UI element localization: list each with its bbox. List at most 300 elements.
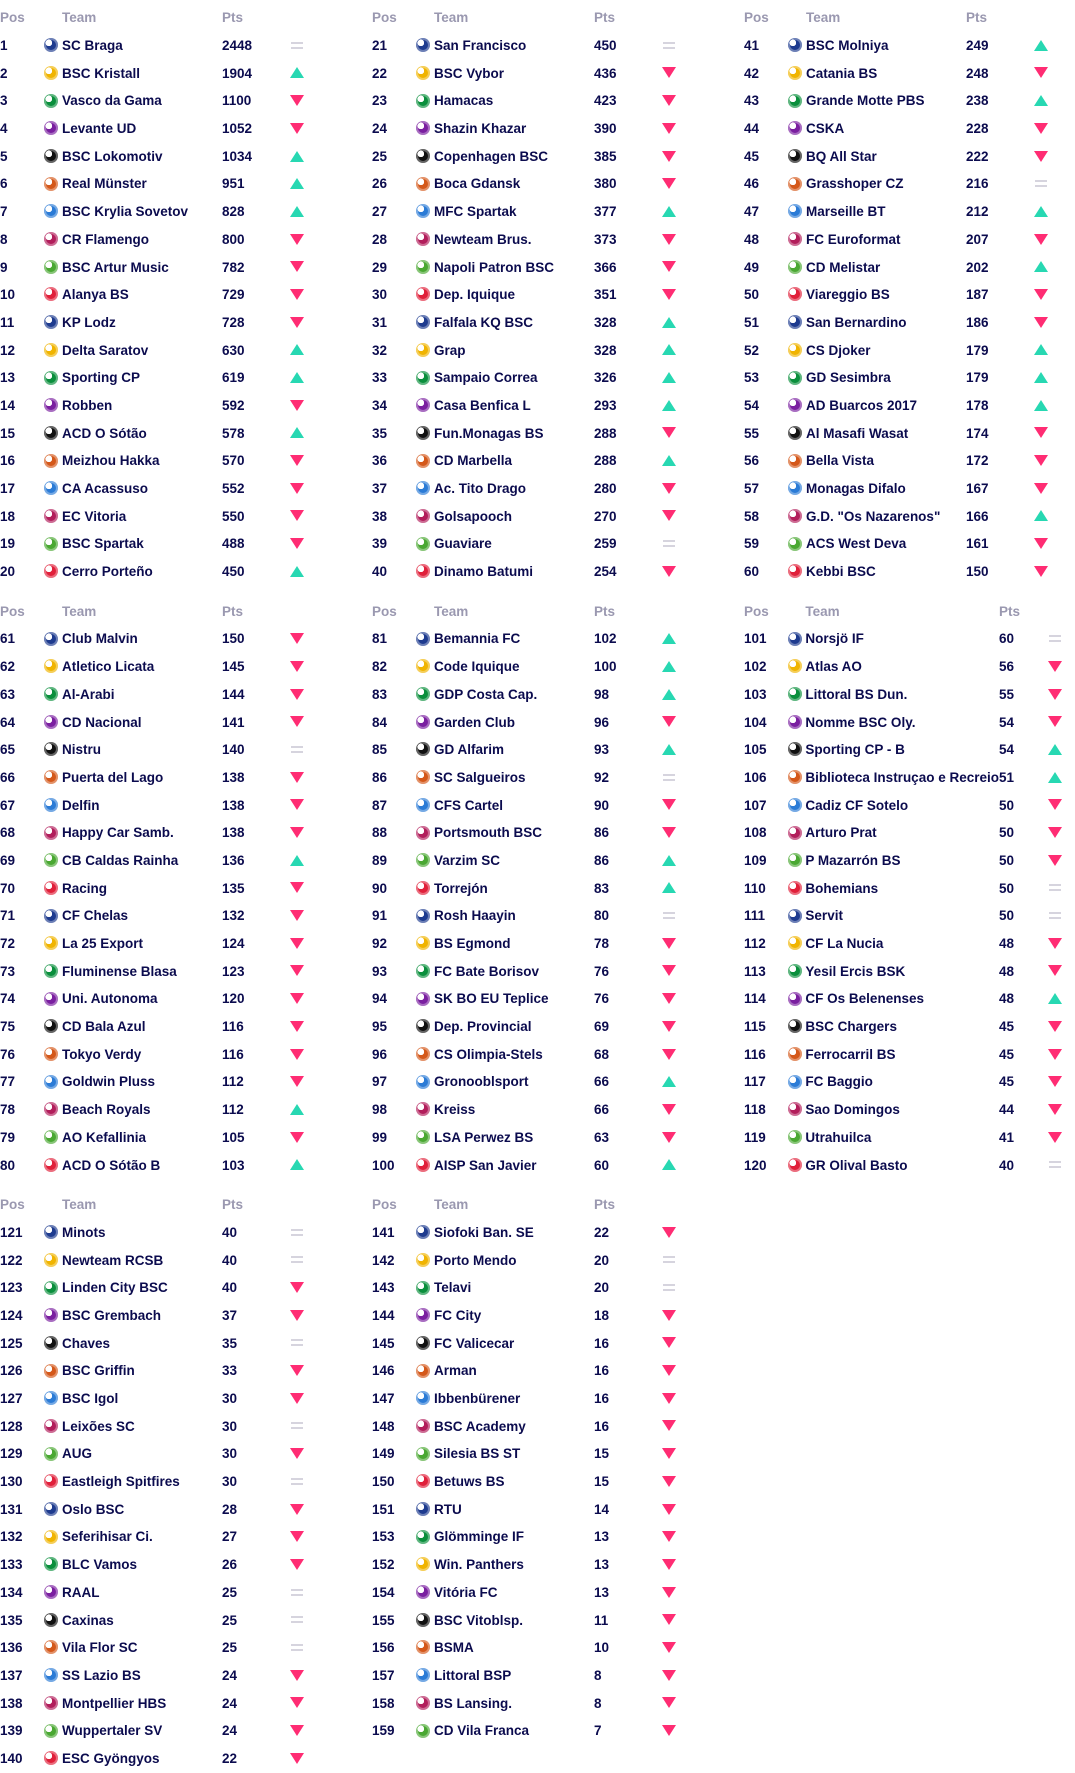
team-name[interactable]: CF La Nucia — [805, 936, 884, 952]
team-name[interactable]: Nistru — [62, 742, 102, 758]
team-name[interactable]: FC Bate Borisov — [434, 963, 540, 979]
table-row[interactable] — [744, 419, 1061, 447]
team-name[interactable]: Bella Vista — [806, 453, 875, 469]
team-name[interactable]: LSA Perwez BS — [434, 1129, 534, 1145]
table-row[interactable] — [744, 198, 1061, 226]
team-name[interactable]: Sporting CP — [62, 370, 140, 386]
table-row[interactable] — [744, 226, 1061, 254]
table-row[interactable] — [744, 874, 1075, 902]
team-name[interactable]: Leixões SC — [62, 1418, 135, 1434]
team-name[interactable]: Linden City BSC — [62, 1280, 168, 1296]
table-row[interactable] — [0, 708, 317, 736]
team-name[interactable]: Glömminge IF — [434, 1529, 525, 1545]
table-row[interactable] — [744, 930, 1075, 958]
table-row[interactable] — [744, 87, 1061, 115]
table-row[interactable] — [0, 791, 317, 819]
team-name[interactable]: Catania BS — [806, 65, 878, 81]
table-row[interactable] — [0, 1440, 317, 1468]
table-row[interactable] — [372, 1440, 689, 1468]
table-row[interactable] — [0, 281, 317, 309]
team-name[interactable]: Tokyo Verdy — [62, 1046, 142, 1062]
team-name[interactable]: Casa Benfica L — [434, 397, 531, 413]
team-name[interactable]: Dep. Iquique — [434, 287, 515, 303]
table-row[interactable] — [744, 985, 1075, 1013]
team-name[interactable]: RTU — [434, 1501, 462, 1517]
team-name[interactable]: Telavi — [434, 1280, 472, 1296]
table-row[interactable] — [744, 530, 1061, 558]
table-row[interactable] — [0, 847, 317, 875]
table-row[interactable] — [0, 1302, 317, 1330]
table-row[interactable] — [0, 447, 317, 475]
table-row[interactable] — [744, 819, 1075, 847]
team-name[interactable]: Ibbenbürener — [434, 1391, 521, 1407]
table-row[interactable] — [372, 985, 689, 1013]
team-name[interactable]: AUG — [62, 1446, 92, 1462]
team-name[interactable]: Vasco da Gama — [62, 93, 162, 109]
team-name[interactable]: Norsjö IF — [805, 631, 864, 647]
table-row[interactable] — [744, 447, 1061, 475]
team-name[interactable]: Cadiz CF Sotelo — [805, 797, 909, 813]
table-row[interactable] — [0, 1068, 317, 1096]
table-row[interactable] — [744, 653, 1075, 681]
team-name[interactable]: KP Lodz — [62, 314, 116, 330]
team-name[interactable]: BS Lansing. — [434, 1695, 513, 1711]
team-name[interactable]: Shazin Khazar — [434, 121, 527, 137]
table-row[interactable] — [0, 59, 317, 87]
team-name[interactable]: Vitória FC — [434, 1584, 498, 1600]
team-name[interactable]: Sao Domingos — [805, 1102, 900, 1118]
table-row[interactable] — [744, 170, 1061, 198]
team-name[interactable]: AD Buarcos 2017 — [806, 397, 918, 413]
table-row[interactable] — [0, 142, 317, 170]
team-name[interactable]: Ac. Tito Drago — [434, 481, 527, 497]
team-name[interactable]: Torrejón — [434, 880, 488, 896]
team-name[interactable]: Boca Gdansk — [434, 176, 521, 192]
table-row[interactable] — [744, 502, 1061, 530]
table-row[interactable] — [372, 447, 689, 475]
team-name[interactable]: BSC Vitoblsp. — [434, 1612, 524, 1628]
team-name[interactable]: MFC Spartak — [434, 204, 517, 220]
table-row[interactable] — [0, 1468, 317, 1496]
team-name[interactable]: BSC Vybor — [434, 65, 505, 81]
team-name[interactable]: Alanya BS — [62, 287, 129, 303]
table-row[interactable] — [372, 198, 689, 226]
table-row[interactable] — [372, 1412, 689, 1440]
table-row[interactable] — [372, 847, 689, 875]
team-name[interactable]: San Bernardino — [806, 314, 907, 330]
team-name[interactable]: BSMA — [434, 1640, 474, 1656]
table-row[interactable] — [0, 874, 317, 902]
team-name[interactable]: CSKA — [806, 121, 845, 137]
team-name[interactable]: Delfin — [62, 797, 100, 813]
table-row[interactable] — [744, 736, 1075, 764]
table-row[interactable] — [744, 558, 1061, 586]
team-name[interactable]: Ferrocarril BS — [805, 1046, 896, 1062]
team-name[interactable]: ESC Gyöngyos — [62, 1750, 160, 1766]
team-name[interactable]: ACD O Sótão — [62, 425, 147, 441]
table-row[interactable] — [372, 1385, 689, 1413]
table-row[interactable] — [0, 902, 317, 930]
team-name[interactable]: Bemannia FC — [434, 631, 521, 647]
team-name[interactable]: BSC Chargers — [805, 1019, 897, 1035]
table-row[interactable] — [744, 1096, 1075, 1124]
team-name[interactable]: GDP Costa Cap. — [434, 686, 538, 702]
table-row[interactable] — [0, 1040, 317, 1068]
team-name[interactable]: GR Olival Basto — [805, 1157, 908, 1173]
table-row[interactable] — [0, 1634, 317, 1662]
table-row[interactable] — [372, 819, 689, 847]
table-row[interactable] — [372, 1689, 689, 1717]
team-name[interactable]: Newteam Brus. — [434, 231, 532, 247]
team-name[interactable]: GD Alfarim — [434, 742, 505, 758]
team-name[interactable]: Club Malvin — [62, 631, 138, 647]
team-name[interactable]: BQ All Star — [806, 148, 877, 164]
table-row[interactable] — [372, 1468, 689, 1496]
team-name[interactable]: ACD O Sótão B — [62, 1157, 161, 1173]
table-row[interactable] — [744, 1068, 1075, 1096]
table-row[interactable] — [372, 1357, 689, 1385]
team-name[interactable]: Puerta del Lago — [62, 769, 164, 785]
team-name[interactable]: Beach Royals — [62, 1102, 151, 1118]
team-name[interactable]: SC Braga — [62, 38, 123, 54]
table-row[interactable] — [0, 115, 317, 143]
team-name[interactable]: BSC Artur Music — [62, 259, 169, 275]
team-name[interactable]: SC Salgueiros — [434, 769, 526, 785]
table-row[interactable] — [0, 1551, 317, 1579]
team-name[interactable]: AO Kefallinia — [62, 1129, 147, 1145]
table-row[interactable] — [372, 1151, 689, 1179]
team-name[interactable]: Happy Car Samb. — [62, 825, 174, 841]
team-name[interactable]: Eastleigh Spitfires — [62, 1474, 180, 1490]
table-row[interactable] — [372, 115, 689, 143]
team-name[interactable]: Hamacas — [434, 93, 494, 109]
team-name[interactable]: Arturo Prat — [805, 825, 877, 841]
table-row[interactable] — [0, 1745, 317, 1773]
table-row[interactable] — [372, 1329, 689, 1357]
table-row[interactable] — [744, 59, 1061, 87]
team-name[interactable]: Servit — [805, 908, 843, 924]
team-name[interactable]: Code Iquique — [434, 659, 520, 675]
table-row[interactable] — [0, 253, 317, 281]
table-row[interactable] — [744, 708, 1075, 736]
table-row[interactable] — [372, 170, 689, 198]
team-name[interactable]: Cerro Porteño — [62, 564, 153, 580]
table-row[interactable] — [372, 653, 689, 681]
team-name[interactable]: Newteam RCSB — [62, 1252, 164, 1268]
team-name[interactable]: Chaves — [62, 1335, 111, 1351]
team-name[interactable]: Al-Arabi — [62, 686, 115, 702]
table-row[interactable] — [0, 1412, 317, 1440]
table-row[interactable] — [0, 1357, 317, 1385]
table-row[interactable] — [0, 957, 317, 985]
team-name[interactable]: BS Egmond — [434, 936, 511, 952]
team-name[interactable]: BSC Kristall — [62, 65, 141, 81]
table-row[interactable] — [372, 791, 689, 819]
table-row[interactable] — [0, 558, 317, 586]
table-row[interactable] — [0, 1662, 317, 1690]
team-name[interactable]: CD Marbella — [434, 453, 513, 469]
team-name[interactable]: Arman — [434, 1363, 477, 1379]
table-row[interactable] — [372, 1068, 689, 1096]
table-row[interactable] — [744, 1151, 1075, 1179]
team-name[interactable]: Fluminense Blasa — [62, 963, 177, 979]
team-name[interactable]: Garden Club — [434, 714, 516, 730]
table-row[interactable] — [744, 847, 1075, 875]
table-row[interactable] — [0, 1689, 317, 1717]
table-row[interactable] — [744, 115, 1061, 143]
team-name[interactable]: Biblioteca Instruçao e Recreio — [805, 769, 999, 785]
table-row[interactable] — [744, 475, 1061, 503]
table-row[interactable] — [372, 392, 689, 420]
team-name[interactable]: CFS Cartel — [434, 797, 504, 813]
team-name[interactable]: Siofoki Ban. SE — [434, 1224, 534, 1240]
table-row[interactable] — [372, 558, 689, 586]
table-row[interactable] — [372, 530, 689, 558]
table-row[interactable] — [372, 364, 689, 392]
table-row[interactable] — [372, 1634, 689, 1662]
table-row[interactable] — [372, 142, 689, 170]
table-row[interactable] — [744, 791, 1075, 819]
table-row[interactable] — [744, 142, 1061, 170]
team-name[interactable]: BSC Molniya — [806, 38, 889, 54]
team-name[interactable]: CR Flamengo — [62, 231, 150, 247]
team-name[interactable]: P Mazarrón BS — [805, 852, 901, 868]
team-name[interactable]: Marseille BT — [806, 204, 886, 220]
table-row[interactable] — [744, 336, 1061, 364]
table-row[interactable] — [372, 1274, 689, 1302]
table-row[interactable] — [0, 1717, 317, 1745]
table-row[interactable] — [744, 681, 1075, 709]
team-name[interactable]: Minots — [62, 1224, 106, 1240]
team-name[interactable]: CD Vila Franca — [434, 1723, 530, 1739]
team-name[interactable]: Meizhou Hakka — [62, 453, 160, 469]
team-name[interactable]: Gronooblsport — [434, 1074, 529, 1090]
team-name[interactable]: Guaviare — [434, 536, 492, 552]
team-name[interactable]: BSC Krylia Sovetov — [62, 204, 189, 220]
table-row[interactable] — [744, 1040, 1075, 1068]
team-name[interactable]: EC Vitoria — [62, 508, 127, 524]
table-row[interactable] — [0, 336, 317, 364]
team-name[interactable]: BSC Grembach — [62, 1307, 162, 1323]
table-row[interactable] — [0, 1246, 317, 1274]
team-name[interactable]: Oslo BSC — [62, 1501, 125, 1517]
team-name[interactable]: Dinamo Batumi — [434, 564, 534, 580]
team-name[interactable]: Golsapooch — [434, 508, 513, 524]
team-name[interactable]: CD Bala Azul — [62, 1019, 146, 1035]
table-row[interactable] — [0, 475, 317, 503]
team-name[interactable]: Betuws BS — [434, 1474, 505, 1490]
team-name[interactable]: Copenhagen BSC — [434, 148, 549, 164]
table-row[interactable] — [0, 736, 317, 764]
table-row[interactable] — [744, 309, 1061, 337]
team-name[interactable]: BSC Lokomotiv — [62, 148, 163, 164]
team-name[interactable]: Utrahuilca — [805, 1129, 872, 1145]
table-row[interactable] — [0, 1151, 317, 1179]
team-name[interactable]: Porto Mendo — [434, 1252, 517, 1268]
team-name[interactable]: CA Acassuso — [62, 481, 149, 497]
team-name[interactable]: Falfala KQ BSC — [434, 314, 534, 330]
table-row[interactable] — [0, 1096, 317, 1124]
table-row[interactable] — [372, 475, 689, 503]
table-row[interactable] — [372, 681, 689, 709]
table-row[interactable] — [372, 1124, 689, 1152]
table-row[interactable] — [372, 309, 689, 337]
team-name[interactable]: FC Euroformat — [806, 231, 901, 247]
table-row[interactable] — [0, 170, 317, 198]
team-name[interactable]: Uni. Autonoma — [62, 991, 158, 1007]
table-row[interactable] — [744, 902, 1075, 930]
team-name[interactable]: Delta Saratov — [62, 342, 149, 358]
team-name[interactable]: Littoral BSP — [434, 1667, 512, 1683]
team-name[interactable]: CF Os Belenenses — [805, 991, 924, 1007]
table-row[interactable] — [372, 930, 689, 958]
team-name[interactable]: Wuppertaler SV — [62, 1723, 163, 1739]
table-row[interactable] — [372, 902, 689, 930]
team-name[interactable]: ACS West Deva — [806, 536, 907, 552]
team-name[interactable]: Fun.Monagas BS — [434, 425, 544, 441]
table-row[interactable] — [744, 625, 1075, 653]
team-name[interactable]: Caxinas — [62, 1612, 114, 1628]
table-row[interactable] — [372, 1246, 689, 1274]
table-row[interactable] — [0, 87, 317, 115]
table-row[interactable] — [0, 1013, 317, 1041]
team-name[interactable]: FC Baggio — [805, 1074, 873, 1090]
team-name[interactable]: BLC Vamos — [62, 1557, 138, 1573]
team-name[interactable]: Monagas Difalo — [806, 481, 906, 497]
team-name[interactable]: Montpellier HBS — [62, 1695, 167, 1711]
team-name[interactable]: SS Lazio BS — [62, 1667, 141, 1683]
table-row[interactable] — [0, 1385, 317, 1413]
table-row[interactable] — [372, 1013, 689, 1041]
table-row[interactable] — [0, 1606, 317, 1634]
team-name[interactable]: BSC Academy — [434, 1418, 526, 1434]
table-row[interactable] — [0, 309, 317, 337]
table-row[interactable] — [372, 502, 689, 530]
table-row[interactable] — [0, 681, 317, 709]
table-row[interactable] — [372, 226, 689, 254]
team-name[interactable]: Robben — [62, 397, 113, 413]
table-row[interactable] — [744, 1124, 1075, 1152]
table-row[interactable] — [372, 32, 689, 60]
team-name[interactable]: Nomme BSC Oly. — [805, 714, 916, 730]
table-row[interactable] — [0, 819, 317, 847]
table-row[interactable] — [0, 419, 317, 447]
table-row[interactable] — [372, 1606, 689, 1634]
table-row[interactable] — [0, 502, 317, 530]
table-row[interactable] — [372, 764, 689, 792]
table-row[interactable] — [372, 625, 689, 653]
table-row[interactable] — [0, 985, 317, 1013]
table-row[interactable] — [0, 653, 317, 681]
table-row[interactable] — [0, 1329, 317, 1357]
team-name[interactable]: Sampaio Correa — [434, 370, 538, 386]
table-row[interactable] — [0, 1274, 317, 1302]
team-name[interactable]: BSC Griffin — [62, 1363, 135, 1379]
team-name[interactable]: Seferihisar Ci. — [62, 1529, 153, 1545]
table-row[interactable] — [0, 930, 317, 958]
table-row[interactable] — [372, 253, 689, 281]
table-row[interactable] — [372, 1579, 689, 1607]
table-row[interactable] — [744, 32, 1061, 60]
table-row[interactable] — [372, 1219, 689, 1247]
team-name[interactable]: Racing — [62, 880, 108, 896]
team-name[interactable]: Dep. Provincial — [434, 1019, 532, 1035]
team-name[interactable]: Real Münster — [62, 176, 147, 192]
team-name[interactable]: La 25 Export — [62, 936, 144, 952]
table-row[interactable] — [0, 1495, 317, 1523]
table-row[interactable] — [372, 419, 689, 447]
table-row[interactable] — [0, 764, 317, 792]
table-row[interactable] — [372, 59, 689, 87]
table-row[interactable] — [0, 1219, 317, 1247]
team-name[interactable]: CS Djoker — [806, 342, 871, 358]
team-name[interactable]: Bohemians — [805, 880, 879, 896]
table-row[interactable] — [372, 1495, 689, 1523]
table-row[interactable] — [0, 625, 317, 653]
team-name[interactable]: BSC Igol — [62, 1391, 119, 1407]
table-row[interactable] — [0, 1124, 317, 1152]
team-name[interactable]: BSC Spartak — [62, 536, 144, 552]
table-row[interactable] — [372, 736, 689, 764]
team-name[interactable]: AISP San Javier — [434, 1157, 537, 1173]
team-name[interactable]: GD Sesimbra — [806, 370, 891, 386]
table-row[interactable] — [0, 198, 317, 226]
table-row[interactable] — [0, 1523, 317, 1551]
table-row[interactable] — [744, 281, 1061, 309]
team-name[interactable]: CS Olimpia-Stels — [434, 1046, 543, 1062]
table-row[interactable] — [372, 957, 689, 985]
team-name[interactable]: Rosh Haayin — [434, 908, 516, 924]
team-name[interactable]: Silesia BS ST — [434, 1446, 521, 1462]
table-row[interactable] — [372, 1523, 689, 1551]
table-row[interactable] — [744, 253, 1061, 281]
team-name[interactable]: Grap — [434, 342, 466, 358]
table-row[interactable] — [372, 1096, 689, 1124]
team-name[interactable]: Vila Flor SC — [62, 1640, 138, 1656]
table-row[interactable] — [372, 708, 689, 736]
team-name[interactable]: Yesil Ercis BSK — [805, 963, 906, 979]
team-name[interactable]: SK BO EU Teplice — [434, 991, 549, 1007]
table-row[interactable] — [0, 530, 317, 558]
team-name[interactable]: CD Melistar — [806, 259, 881, 275]
team-name[interactable]: FC City — [434, 1307, 482, 1323]
table-row[interactable] — [0, 1579, 317, 1607]
team-name[interactable]: Kebbi BSC — [806, 564, 876, 580]
team-name[interactable]: RAAL — [62, 1584, 100, 1600]
table-row[interactable] — [0, 364, 317, 392]
table-row[interactable] — [372, 1040, 689, 1068]
team-name[interactable]: San Francisco — [434, 38, 527, 54]
team-name[interactable]: Viareggio BS — [806, 287, 890, 303]
team-name[interactable]: Atlas AO — [805, 659, 862, 675]
table-row[interactable] — [372, 281, 689, 309]
table-row[interactable] — [744, 764, 1075, 792]
table-row[interactable] — [372, 874, 689, 902]
table-row[interactable] — [744, 392, 1061, 420]
team-name[interactable]: Portsmouth BSC — [434, 825, 542, 841]
team-name[interactable]: Napoli Patron BSC — [434, 259, 555, 275]
team-name[interactable]: Levante UD — [62, 121, 137, 137]
table-row[interactable] — [0, 226, 317, 254]
team-name[interactable]: Atletico Licata — [62, 659, 155, 675]
table-row[interactable] — [372, 1551, 689, 1579]
team-name[interactable]: Al Masafi Wasat — [806, 425, 909, 441]
team-name[interactable]: Grasshoper CZ — [806, 176, 904, 192]
team-name[interactable]: G.D. "Os Nazarenos" — [806, 508, 941, 524]
team-name[interactable]: CF Chelas — [62, 908, 129, 924]
team-name[interactable]: Grande Motte PBS — [806, 93, 925, 109]
table-row[interactable] — [0, 32, 317, 60]
